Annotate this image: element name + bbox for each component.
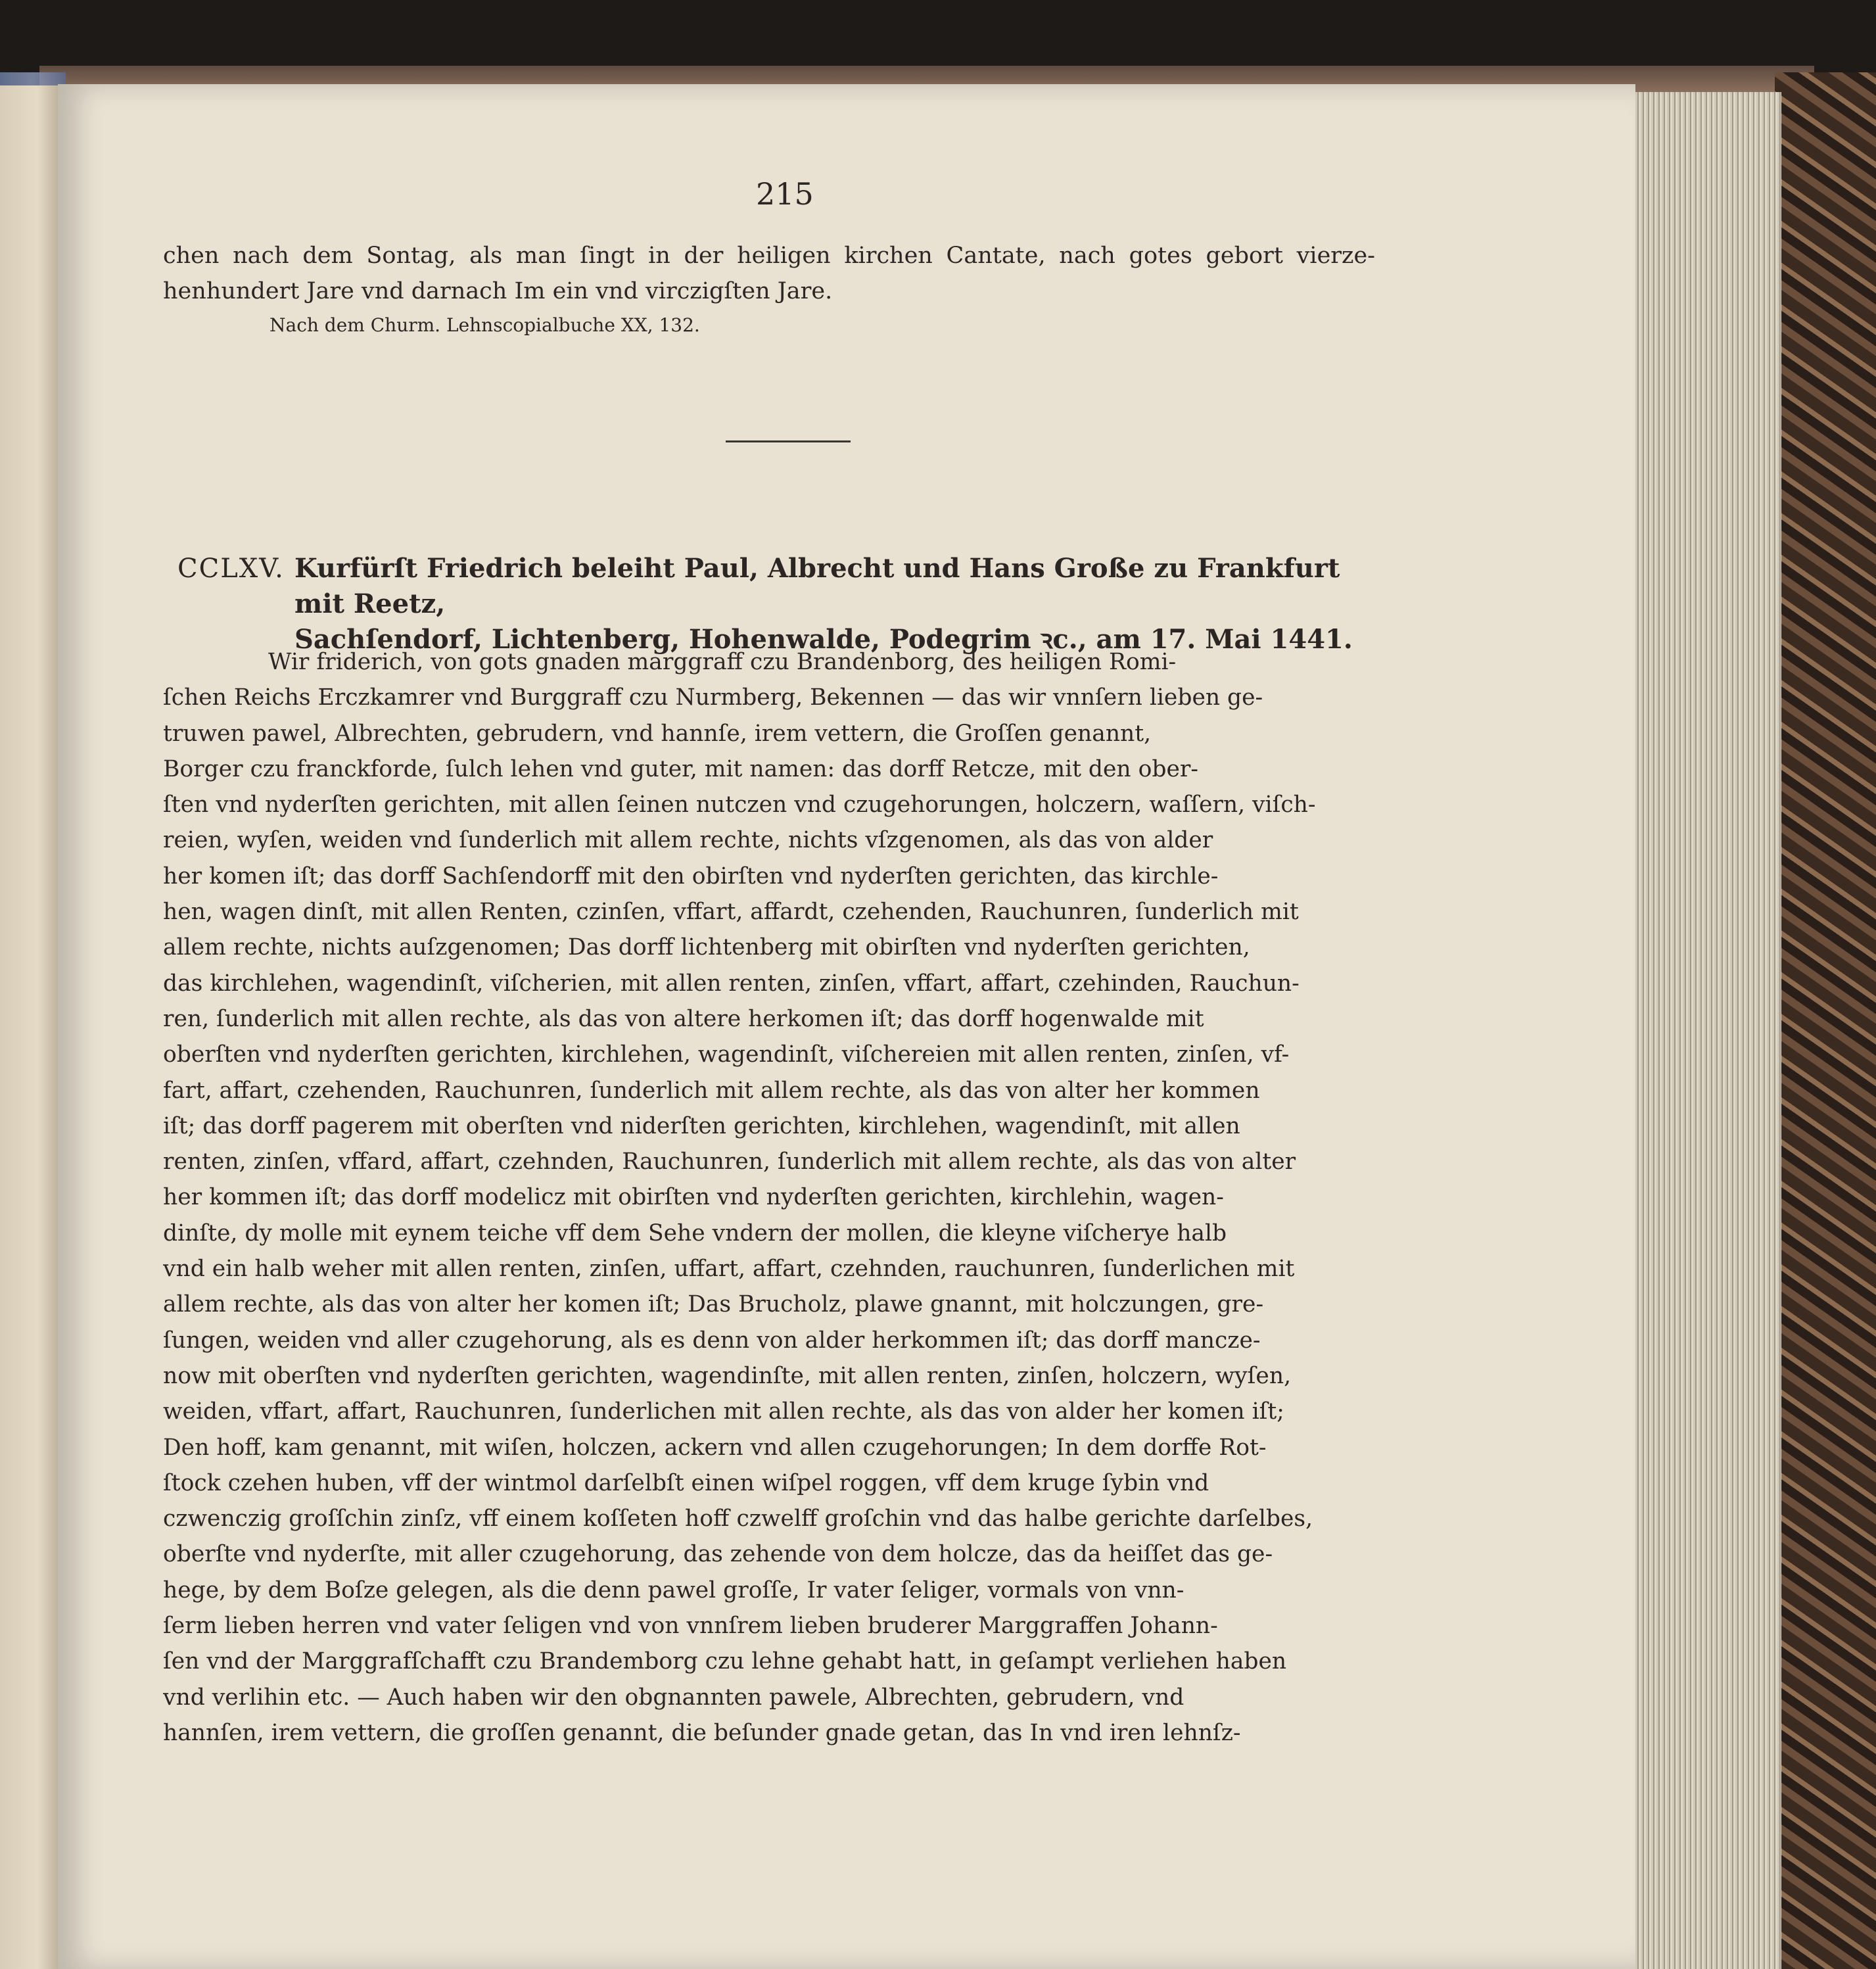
body-line: hege, by dem Boſze gelegen, als die denn pawel groſſe, Ir vater ſeliger, vormals von vnn-: [163, 1577, 1184, 1603]
document-heading: [294, 551, 1386, 657]
page-number: 215: [756, 176, 814, 212]
section-divider: [726, 440, 851, 442]
body-line: hen, wagen dinſt, mit allen Renten, czinſen, vffart, affardt, czehenden, Rauchunren, ſunderlich mit: [163, 899, 1299, 926]
body-line: allem rechte, nichts auſzgenomen; Das dorff lichtenberg mit obirſten vnd nyderſten gerichten,: [163, 934, 1250, 961]
source-note: Nach dem Churm. Lehnscopialbuche XX, 132.: [270, 314, 700, 336]
body-line: now mit oberſten vnd nyderſten gerichten, wagendinſte, mit allen renten, zinſen, holczern, wyſen,: [163, 1362, 1292, 1389]
page-stack-edges: [1630, 92, 1781, 1969]
body-line: allem rechte, als das von alter her komen iſt; Das Brucholz, plawe gnannt, mit holczungen, gre-: [163, 1291, 1264, 1318]
document-body: [163, 644, 1380, 1751]
body-line: reien, wyſen, weiden vnd ſunderlich mit allem rechte, nichts vſzgenomen, als das von alder: [163, 827, 1213, 854]
body-line: ſtock czehen huben, vff der wintmol darſelbſt einen wiſpel roggen, vff dem kruge ſybin vnd: [163, 1469, 1209, 1496]
body-line: ſungen, weiden vnd aller czugehorung, als es denn von alder herkommen iſt; das dorff mancze-: [163, 1327, 1261, 1354]
continuation-text: chen nach dem Sontag, als man ſingt in der heiligen kirchen Cantate, nach gotes gebort vierze-henhundert Jare vnd darnach Im ein vnd virczigſten Jare.: [163, 243, 1375, 304]
left-page-edge: [0, 85, 62, 1969]
body-line: ſten vnd nyderſten gerichten, mit allen ſeinen nutczen vnd czugehorungen, holczern, waſſern, viſch-: [163, 792, 1316, 818]
body-line: Borger czu franckforde, ſulch lehen vnd guter, mit namen: das dorff Retcze, mit den ober-: [163, 755, 1199, 782]
body-line: ſchen Reichs Erczkamrer vnd Burggraff czu Nurmberg, Bekennen — das wir vnnſern lieben ge-: [163, 684, 1263, 711]
body-line: czwenczig groſſchin zinſz, vff einem koſſeten hoff czwelff groſchin vnd das halbe gerichte darſelbes,: [163, 1506, 1313, 1532]
body-line: truwen pawel, Albrechten, gebrudern, vnd hannſe, irem vettern, die Groſſen genannt,: [163, 720, 1152, 747]
body-line: her kommen iſt; das dorff modelicz mit obirſten vnd nyderſten gerichten, kirchlehin, wagen-: [163, 1184, 1224, 1211]
document-number: CCLXV.: [177, 554, 285, 584]
body-line: Den hoff, kam genannt, mit wiſen, holczen, ackern vnd allen czugehorungen; In dem dorffe Rot-: [163, 1434, 1267, 1461]
body-line: ren, ſunderlich mit allen rechte, als das von altere herkomen iſt; das dorff hogenwalde mit: [163, 1005, 1204, 1032]
body-line: vnd verlihin etc. — Auch haben wir den obgnannten pawele, Albrechten, gebrudern, vnd: [163, 1684, 1184, 1711]
body-line: weiden, vffart, affart, Rauchunren, ſunderlichen mit allen rechte, als das von alder her komen iſt;: [163, 1398, 1284, 1425]
body-line: Wir friderich, von gots gnaden marggraff czu Brandenborg, des heiligen Romi-: [268, 649, 1177, 675]
body-line: dinſte, dy molle mit eynem teiche vff dem Sehe vndern der mollen, die kleyne viſcherye halb: [163, 1220, 1227, 1246]
body-line: ſerm lieben herren vnd vater ſeligen vnd von vnnſrem lieben bruderer Marggraffen Johann-: [163, 1613, 1218, 1640]
body-line: fart, affart, czehenden, Rauchunren, ſunderlich mit allem rechte, als das von alter her kommen: [163, 1077, 1260, 1104]
body-line: renten, zinſen, vffard, affart, czehnden, Rauchunren, ſunderlich mit allem rechte, als das von alter: [163, 1149, 1296, 1175]
body-line: oberſten vnd nyderſten gerichten, kirchlehen, wagendinſt, viſchereien mit allen renten, zinſen, vf-: [163, 1041, 1290, 1068]
marbled-cover-edge: [1775, 72, 1876, 1969]
body-line: oberſte vnd nyderſte, mit aller czugehorung, das zehende von dem holcze, das da heiſſet das ge-: [163, 1541, 1273, 1568]
body-line: iſt; das dorff pagerem mit oberſten vnd niderſten gerichten, kirchlehen, wagendinſt, mit allen: [163, 1112, 1240, 1139]
heading-line-1: Kurfürſt Friedrich beleiht Paul, Albrecht und Hans Große zu Frankfurt mit Reetz,: [294, 553, 1340, 619]
heading-line-2: Sachſendorf, Lichtenberg, Hohenwalde, Podegrim ꝛc., am 17. Mai 1441.: [294, 624, 1353, 655]
body-line: hannſen, irem vettern, die groſſen genannt, die beſunder gnade getan, das In vnd iren lehnſz-: [163, 1719, 1241, 1746]
body-line: ſen vnd der Marggrafſchafft czu Brandemborg czu lehne gehabt hatt, in geſampt verliehen haben: [163, 1648, 1287, 1675]
body-line: vnd ein halb weher mit allen renten, zinſen, uffart, affart, czehnden, rauchunren, ſunderlichen mit: [163, 1256, 1295, 1283]
body-line: das kirchlehen, wagendinſt, viſcherien, mit allen renten, zinſen, vffart, affart, czehinden, Rauchun-: [163, 970, 1300, 997]
body-line: her komen iſt; das dorff Sachſendorff mit den obirſten vnd nyderſten gerichten, das kirchle-: [163, 863, 1219, 890]
